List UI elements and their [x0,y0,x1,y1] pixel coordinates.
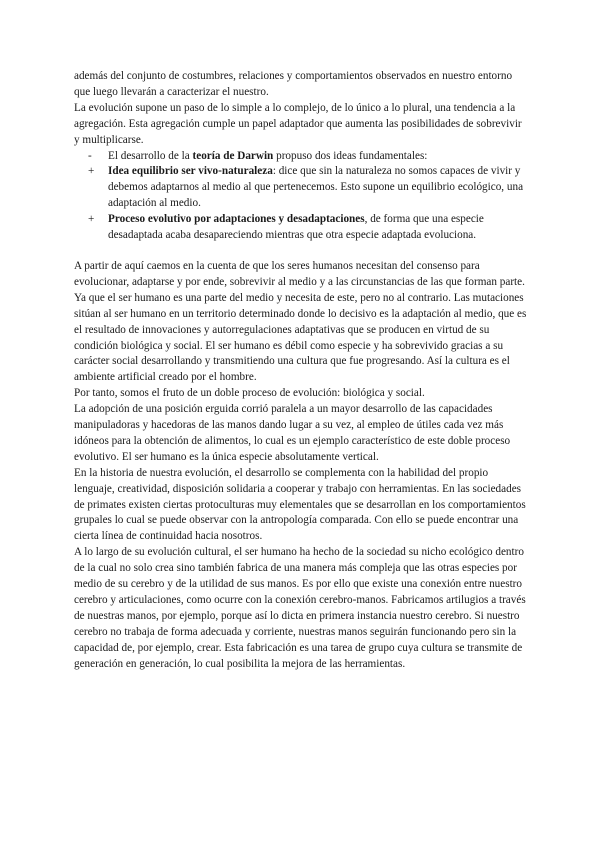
paragraph-7: A lo largo de su evolución cultural, el ser humano ha hecho de la sociedad su nicho ecológico dentro de la cual no solo crea sino también fabrica de una manera más compleja que las otras especies por medio de su cerebro y de la utilidad de sus manos. Es por ello que existe una conexión entre nuestro cerebro y articulaciones, como ocurre con la conexión cerebro-manos. Fabricamos artilugios a través de nuestras manos, por ejemplo, porque así lo dicta en primera instancia nuestro cerebro. Si nuestro cerebro no trabaja de forma adecuada y corriente, nuestras manos seguirán funcionando pero sin la capacidad de, por ejemplo, crear. Esta fabricación es una tarea de grupo cuya cultura se transmite de generación en generación, lo cual posibilita la mejora de las herramientas. [74,546,526,670]
paragraph-spacer [74,244,530,259]
paragraph-1: además del conjunto de costumbres, relaciones y comportamientos observados en nuestro entorno que luego llevarán a caracterizar el nuestro. [74,70,513,98]
paragraph-6: En la historia de nuestra evolución, el desarrollo se complementa con la habilidad del propio lenguaje, creatividad, disposición solidaria a cooperar y trabajo con herramientas. En las sociedades de primates existen ciertas protoculturas muy elementales que se desarrollan en los comportamientos grupales lo cual se puede observar con la antropología comparada. Con ello se puede encontrar una cierta línea de continuidad hacia nosotros. [74,466,526,543]
plus-bullet-icon: + [88,213,95,226]
list-item-text: El desarrollo de la [108,149,193,162]
list-item-text: : dice que sin la naturaleza no somos capaces de vivir y debemos adaptarnos al medio al que pertenecemos. Esto supone un equilibrio ecológico, una adaptación al medio. [108,165,524,210]
list-item-bold: teoría de Darwin [192,149,274,162]
plus-bullet-icon: + [88,165,95,178]
list-item [74,212,530,244]
dash-bullet-icon: - [88,149,92,162]
paragraph-3: A partir de aquí caemos en la cuenta de que los seres humanos necesitan del consenso para evolucionar, adaptarse y por ende, sobrevivir al medio y a las circunstancias de las que forman parte. Ya que el ser humano es una parte del medio y necesita de este, pero no al contrario. Las mutaciones sitúan al ser humano en un territorio determinado donde lo decisivo es la adaptación al medio, que es el resultado de innovaciones y autorregulaciones adaptativas que se producen en virtud de su condición biológica y social. El ser humano es débil como especie y ha sobrevivido gracias a su carácter social desarrollando y transmitiendo una cultura que fue progresando. Así la cultura es el ambiente artificial creado por el hombre. [74,259,527,384]
list-item-bold: Proceso evolutivo por adaptaciones y desadaptaciones [108,213,365,226]
list-item [74,149,530,165]
document-body [74,69,530,673]
paragraph-2: La evolución supone un paso de lo simple a lo complejo, de lo único a lo plural, una tendencia a la agregación. Esta agregación cumple un papel adaptador que aumenta las posibilidades de sobrevivir y multiplicarse. [74,101,522,146]
list-item [74,164,530,212]
paragraph-5: La adopción de una posición erguida corrió paralela a un mayor desarrollo de las capacidades manipuladoras y hacedoras de las manos dando lugar a su vez, al empleo de útiles cada vez más idóneos para la obtención de alimentos, lo cual es un ejemplo característico de este doble proceso evolutivo. El ser humano es la única especie absolutamente vertical. [74,403,511,463]
paragraph-4: Por tanto, somos el fruto de un doble proceso de evolución: biológica y social. [74,387,425,400]
list-item-bold: Idea equilibrio ser vivo-naturaleza [108,165,273,178]
list-item-text: , de forma que una especie desadaptada acaba desapareciendo mientras que otra especie adaptada evoluciona. [108,213,484,242]
list-item-text: propuso dos ideas fundamentales: [273,149,428,162]
bullet-list [74,149,530,244]
